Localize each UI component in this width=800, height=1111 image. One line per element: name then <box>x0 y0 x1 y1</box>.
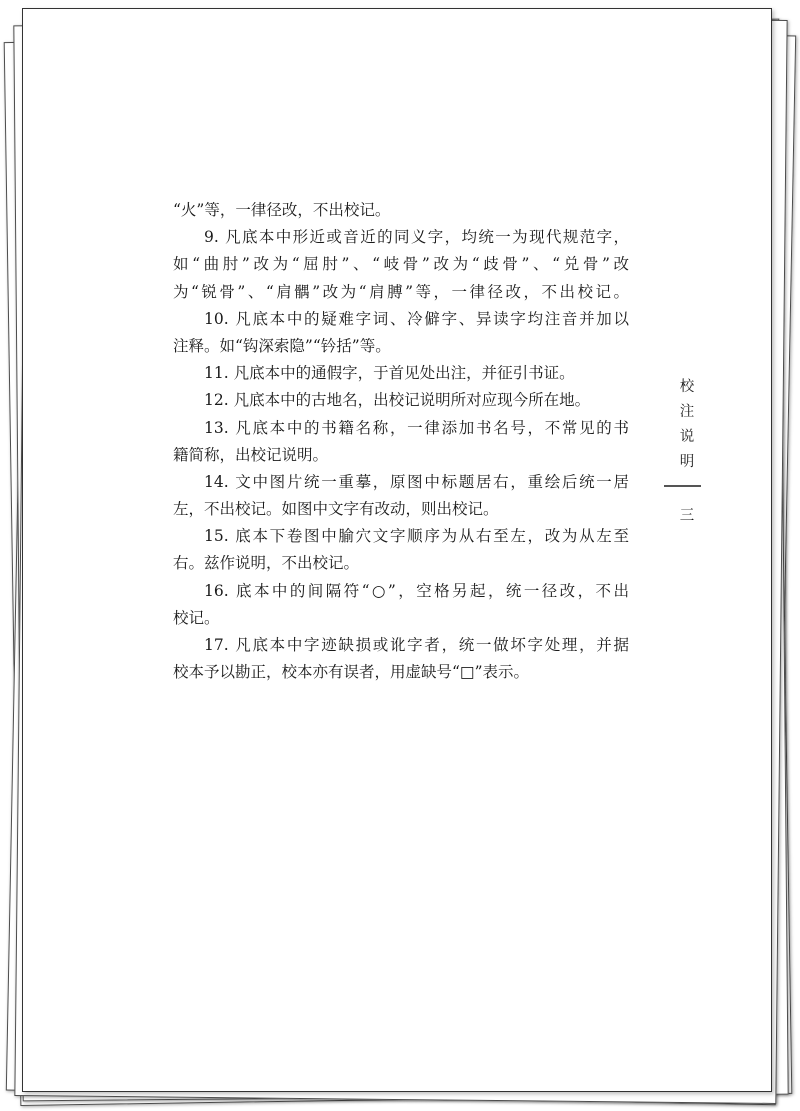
running-title-rule <box>664 485 701 487</box>
running-section-title <box>677 375 697 475</box>
running-title-char: 校 <box>679 379 695 395</box>
text-line: “火”等，一律径改，不出校记。 <box>173 201 391 219</box>
text-line: 右。兹作说明，不出校记。 <box>173 554 360 573</box>
text-line: 为“锐骨”、“肩髃”改为“肩膊”等，一律径改，不出校记。 <box>173 282 629 301</box>
text-line: 校本予以勘正，校本亦有误者，用虚缺号“□”表示。 <box>173 663 529 682</box>
text-line: 左，不出校记。如图中文字有改动，则出校记。 <box>173 500 499 519</box>
running-title-char: 注 <box>679 404 695 420</box>
text-line: 注释。如“钩深索隐”“钤括”等。 <box>173 336 391 355</box>
text-line: 17. 凡底本中字迹缺损或讹字者，统一做坏字处理，并据 <box>204 636 629 654</box>
text-line: 籍简称，出校记说明。 <box>173 445 329 464</box>
document-page <box>22 8 772 1092</box>
text-line: 14. 文中图片统一重摹，原图中标题居右，重绘后统一居 <box>204 472 629 491</box>
body-text <box>173 197 629 686</box>
text-line: 15. 底本下卷图中腧穴文字顺序为从右至左，改为从左至 <box>204 527 629 546</box>
text-line: 校记。 <box>173 608 220 627</box>
running-title-char: 说 <box>679 429 695 445</box>
text-line: 11. 凡底本中的通假字，于首见处出注，并征引书证。 <box>204 364 575 383</box>
text-line: 9. 凡底本中形近或音近的同义字，均统一为现代规范字， <box>204 228 629 247</box>
text-line: 如“曲肘”改为“屈肘”、“岐骨”改为“歧骨”、“兑骨”改 <box>173 255 629 274</box>
text-line: 13. 凡底本中的书籍名称，一律添加书名号，不常见的书 <box>204 418 629 437</box>
page-number: 三 <box>679 508 695 524</box>
running-title-char: 明 <box>679 454 695 470</box>
text-line: 16. 底本中的间隔符“○”，空格另起，统一径改，不出 <box>204 581 629 600</box>
text-line: 10. 凡底本中的疑难字词、冷僻字、异读字均注音并加以 <box>204 309 629 328</box>
text-line: 12. 凡底本中的古地名，出校记说明所对应现今所在地。 <box>204 391 591 410</box>
